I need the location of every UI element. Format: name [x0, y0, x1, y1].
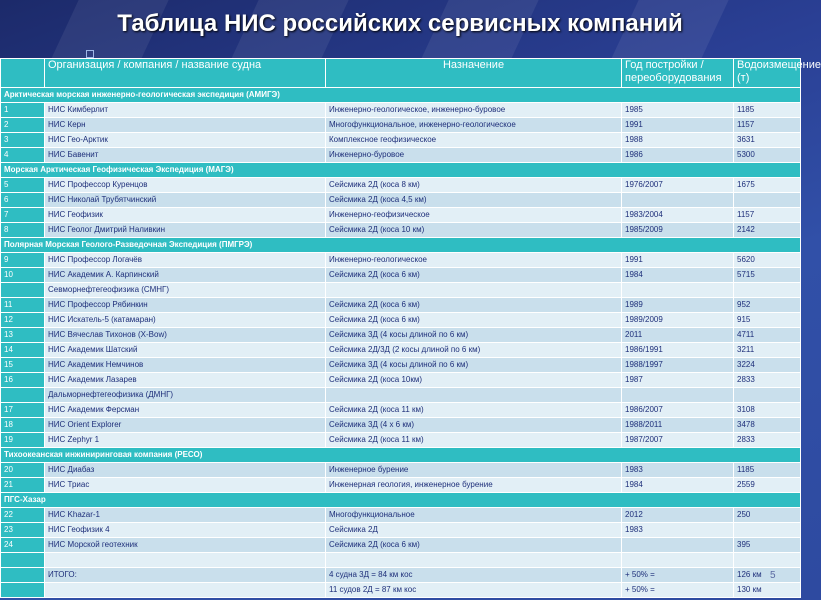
cell-purpose: Многофункциональное, инженерно-геологическое: [326, 118, 622, 133]
table-row: [1, 178, 801, 193]
cell-name: НИС Керн: [45, 118, 326, 133]
cell-purpose: Сейсмика 3Д (4 х 6 км): [326, 418, 622, 433]
cell-displacement: [734, 553, 801, 568]
cell-year: 1988/2011: [622, 418, 734, 433]
cell-displacement: [734, 388, 801, 403]
cell-num: 3: [1, 133, 45, 148]
table-header-row: [1, 59, 801, 88]
cell-displacement: 3211: [734, 343, 801, 358]
cell-year: + 50% =: [622, 568, 734, 583]
cell-year: 1983/2004: [622, 208, 734, 223]
cell-num: 15: [1, 358, 45, 373]
table-row: [1, 583, 801, 598]
table-row: [1, 508, 801, 523]
cell-purpose: [326, 388, 622, 403]
table-row: [1, 298, 801, 313]
cell-purpose: Сейсмика 3Д (4 косы длиной по 6 км): [326, 358, 622, 373]
cell-year: [622, 553, 734, 568]
group-label: Тихоокеанская инжиниринговая компания (РЕСО): [1, 448, 801, 463]
cell-year: 1983: [622, 523, 734, 538]
cell-name: ИТОГО:: [45, 568, 326, 583]
cell-purpose: Многофункциональное: [326, 508, 622, 523]
cell-name: НИС Профессор Рябинкин: [45, 298, 326, 313]
group-row: [1, 163, 801, 178]
cell-num: [1, 283, 45, 298]
cell-displacement: 2559: [734, 478, 801, 493]
cell-purpose: Сейсмика 2Д (коса 8 км): [326, 178, 622, 193]
cell-displacement: 395: [734, 538, 801, 553]
cell-num: 14: [1, 343, 45, 358]
cell-purpose: Инженерное бурение: [326, 463, 622, 478]
page-title: Таблица НИС российских сервисных компаний: [117, 10, 683, 37]
cell-year: [622, 538, 734, 553]
cell-name: НИС Академик А. Карпинский: [45, 268, 326, 283]
table-body: [1, 88, 801, 598]
vessels-table: [0, 58, 821, 598]
cell-purpose: Сейсмика 2Д (коса 11 км): [326, 433, 622, 448]
cell-num: 13: [1, 328, 45, 343]
cell-name: НИС Zephyr 1: [45, 433, 326, 448]
table-row: [1, 208, 801, 223]
cell-purpose: Сейсмика 2Д: [326, 523, 622, 538]
cell-num: 22: [1, 508, 45, 523]
group-row: [1, 88, 801, 103]
cell-num: 24: [1, 538, 45, 553]
cell-year: 1986/1991: [622, 343, 734, 358]
table-row: [1, 418, 801, 433]
cell-purpose: Сейсмика 2Д (коса 4,5 км): [326, 193, 622, 208]
cell-purpose: [326, 283, 622, 298]
cell-name: НИС Академик Немчинов: [45, 358, 326, 373]
cell-purpose: Сейсмика 2Д (коса 6 км): [326, 298, 622, 313]
table-row: [1, 253, 801, 268]
header-year: Год постройки / переоборудования: [622, 59, 734, 88]
table-row: [1, 358, 801, 373]
cell-year: 1985: [622, 103, 734, 118]
cell-displacement: 250: [734, 508, 801, 523]
cell-year: 2012: [622, 508, 734, 523]
table-row: [1, 538, 801, 553]
cell-name: НИС Вячеслав Тихонов (X-Bow): [45, 328, 326, 343]
cell-num: 16: [1, 373, 45, 388]
cell-displacement: [734, 193, 801, 208]
table-row: [1, 193, 801, 208]
cell-name: НИС Геофизик: [45, 208, 326, 223]
cell-year: 1976/2007: [622, 178, 734, 193]
cell-name: НИС Khazar-1: [45, 508, 326, 523]
cell-year: 1984: [622, 268, 734, 283]
cell-num: [1, 553, 45, 568]
cell-purpose: Сейсмика 2Д (коса 10км): [326, 373, 622, 388]
table-row: [1, 283, 801, 298]
cell-num: 8: [1, 223, 45, 238]
cell-displacement: 1157: [734, 208, 801, 223]
cell-purpose: Комплексное геофизическое: [326, 133, 622, 148]
cell-name: НИС Николай Трубятчинский: [45, 193, 326, 208]
cell-displacement: 5300: [734, 148, 801, 163]
cell-num: 6: [1, 193, 45, 208]
cell-year: 1985/2009: [622, 223, 734, 238]
table-row: [1, 148, 801, 163]
cell-displacement: 1675: [734, 178, 801, 193]
cell-name: НИС Геофизик 4: [45, 523, 326, 538]
table-row: [1, 403, 801, 418]
cell-purpose: Сейсмика 2Д (коса 11 км): [326, 403, 622, 418]
cell-year: + 50% =: [622, 583, 734, 598]
cell-name: Севморнефтегеофизика (СМНГ): [45, 283, 326, 298]
cell-num: 5: [1, 178, 45, 193]
cell-num: 21: [1, 478, 45, 493]
cell-name: НИС Искатель-5 (катамаран): [45, 313, 326, 328]
cell-purpose: [326, 553, 622, 568]
cell-year: 1989: [622, 298, 734, 313]
table-row: [1, 478, 801, 493]
cell-name: НИС Триас: [45, 478, 326, 493]
cell-year: 1988: [622, 133, 734, 148]
cell-displacement: 1185: [734, 463, 801, 478]
cell-displacement: 3224: [734, 358, 801, 373]
cell-year: 1988/1997: [622, 358, 734, 373]
cell-year: 1983: [622, 463, 734, 478]
group-row: [1, 493, 801, 508]
cell-num: 12: [1, 313, 45, 328]
cell-name: НИС Профессор Логачёв: [45, 253, 326, 268]
cell-name: НИС Академик Лазарев: [45, 373, 326, 388]
cell-name: Дальморнефтегеофизика (ДМНГ): [45, 388, 326, 403]
cell-displacement: 126 км: [734, 568, 801, 583]
cell-num: 1: [1, 103, 45, 118]
cell-num: 18: [1, 418, 45, 433]
page-number: 5: [770, 570, 776, 581]
cell-name: [45, 553, 326, 568]
cell-purpose: Сейсмика 2Д (коса 10 км): [326, 223, 622, 238]
table-row: [1, 328, 801, 343]
cell-displacement: 5620: [734, 253, 801, 268]
cell-name: НИС Orient Explorer: [45, 418, 326, 433]
cell-displacement: 4711: [734, 328, 801, 343]
group-label: Полярная Морская Геолого-Разведочная Экспедиция (ПМГРЭ): [1, 238, 801, 253]
cell-year: 1987/2007: [622, 433, 734, 448]
cell-num: [1, 583, 45, 598]
cell-displacement: 3478: [734, 418, 801, 433]
cell-purpose: Сейсмика 2Д (коса 6 км): [326, 268, 622, 283]
cell-name: НИС Бавенит: [45, 148, 326, 163]
cell-num: 2: [1, 118, 45, 133]
table-row: [1, 103, 801, 118]
cell-num: 7: [1, 208, 45, 223]
cell-num: 4: [1, 148, 45, 163]
cell-name: [45, 583, 326, 598]
cell-year: [622, 388, 734, 403]
bullet-icon: [86, 50, 94, 58]
cell-purpose: Сейсмика 2Д/3Д (2 косы длиной по 6 км): [326, 343, 622, 358]
table-row: [1, 568, 801, 583]
cell-num: 17: [1, 403, 45, 418]
cell-displacement: 3108: [734, 403, 801, 418]
cell-name: НИС Диабаз: [45, 463, 326, 478]
cell-num: 23: [1, 523, 45, 538]
table-row: [1, 373, 801, 388]
cell-num: 19: [1, 433, 45, 448]
table-row: [1, 463, 801, 478]
cell-displacement: 2833: [734, 433, 801, 448]
header-purpose: Назначение: [326, 59, 622, 88]
cell-name: НИС Гео-Арктик: [45, 133, 326, 148]
cell-displacement: 5715: [734, 268, 801, 283]
table-row: [1, 133, 801, 148]
cell-num: [1, 388, 45, 403]
cell-num: [1, 568, 45, 583]
cell-name: НИС Геолог Дмитрий Наливкин: [45, 223, 326, 238]
cell-purpose: Сейсмика 3Д (4 косы длиной по 6 км): [326, 328, 622, 343]
header-displacement: Водоизмещение (т): [734, 59, 801, 88]
table-row: [1, 553, 801, 568]
header-num: [1, 59, 45, 88]
header-name: Организация / компания / название судна: [45, 59, 326, 88]
cell-year: [622, 283, 734, 298]
cell-year: 2011: [622, 328, 734, 343]
cell-year: 1991: [622, 253, 734, 268]
cell-year: 1987: [622, 373, 734, 388]
cell-num: 11: [1, 298, 45, 313]
table-row: [1, 223, 801, 238]
cell-purpose: Сейсмика 2Д (коса 6 км): [326, 313, 622, 328]
cell-displacement: [734, 523, 801, 538]
cell-year: [622, 193, 734, 208]
cell-displacement: [734, 283, 801, 298]
cell-displacement: 1157: [734, 118, 801, 133]
cell-name: НИС Морской геотехник: [45, 538, 326, 553]
cell-year: 1984: [622, 478, 734, 493]
group-row: [1, 238, 801, 253]
table-row: [1, 433, 801, 448]
cell-purpose: 11 судов 2Д = 87 км кос: [326, 583, 622, 598]
table-row: [1, 523, 801, 538]
cell-displacement: 3631: [734, 133, 801, 148]
cell-displacement: 2142: [734, 223, 801, 238]
cell-num: 10: [1, 268, 45, 283]
cell-purpose: Инженерно-геофизическое: [326, 208, 622, 223]
cell-purpose: Инженерная геология, инженерное бурение: [326, 478, 622, 493]
cell-displacement: 2833: [734, 373, 801, 388]
cell-purpose: Инженерно-буровое: [326, 148, 622, 163]
cell-purpose: Инженерно-геологическое, инженерно-буровое: [326, 103, 622, 118]
cell-displacement: 130 км: [734, 583, 801, 598]
cell-year: 1986: [622, 148, 734, 163]
table-row: [1, 388, 801, 403]
cell-purpose: Сейсмика 2Д (коса 6 км): [326, 538, 622, 553]
cell-name: НИС Кимберлит: [45, 103, 326, 118]
cell-year: 1991: [622, 118, 734, 133]
cell-purpose: Инженерно-геологическое: [326, 253, 622, 268]
table-row: [1, 268, 801, 283]
table-row: [1, 343, 801, 358]
table-row: [1, 118, 801, 133]
group-label: Арктическая морская инженерно-геологическая экспедиция (АМИГЭ): [1, 88, 801, 103]
cell-purpose: 4 судна 3Д = 84 км кос: [326, 568, 622, 583]
cell-displacement: 1185: [734, 103, 801, 118]
cell-name: НИС Академик Шатский: [45, 343, 326, 358]
cell-displacement: 952: [734, 298, 801, 313]
cell-name: НИС Профессор Куренцов: [45, 178, 326, 193]
cell-name: НИС Академик Ферсман: [45, 403, 326, 418]
cell-year: 1986/2007: [622, 403, 734, 418]
cell-displacement: 915: [734, 313, 801, 328]
cell-num: 20: [1, 463, 45, 478]
group-row: [1, 448, 801, 463]
group-label: ПГС-Хазар: [1, 493, 801, 508]
table-row: [1, 313, 801, 328]
cell-year: 1989/2009: [622, 313, 734, 328]
group-label: Морская Арктическая Геофизическая Экспедиция (МАГЭ): [1, 163, 801, 178]
cell-num: 9: [1, 253, 45, 268]
